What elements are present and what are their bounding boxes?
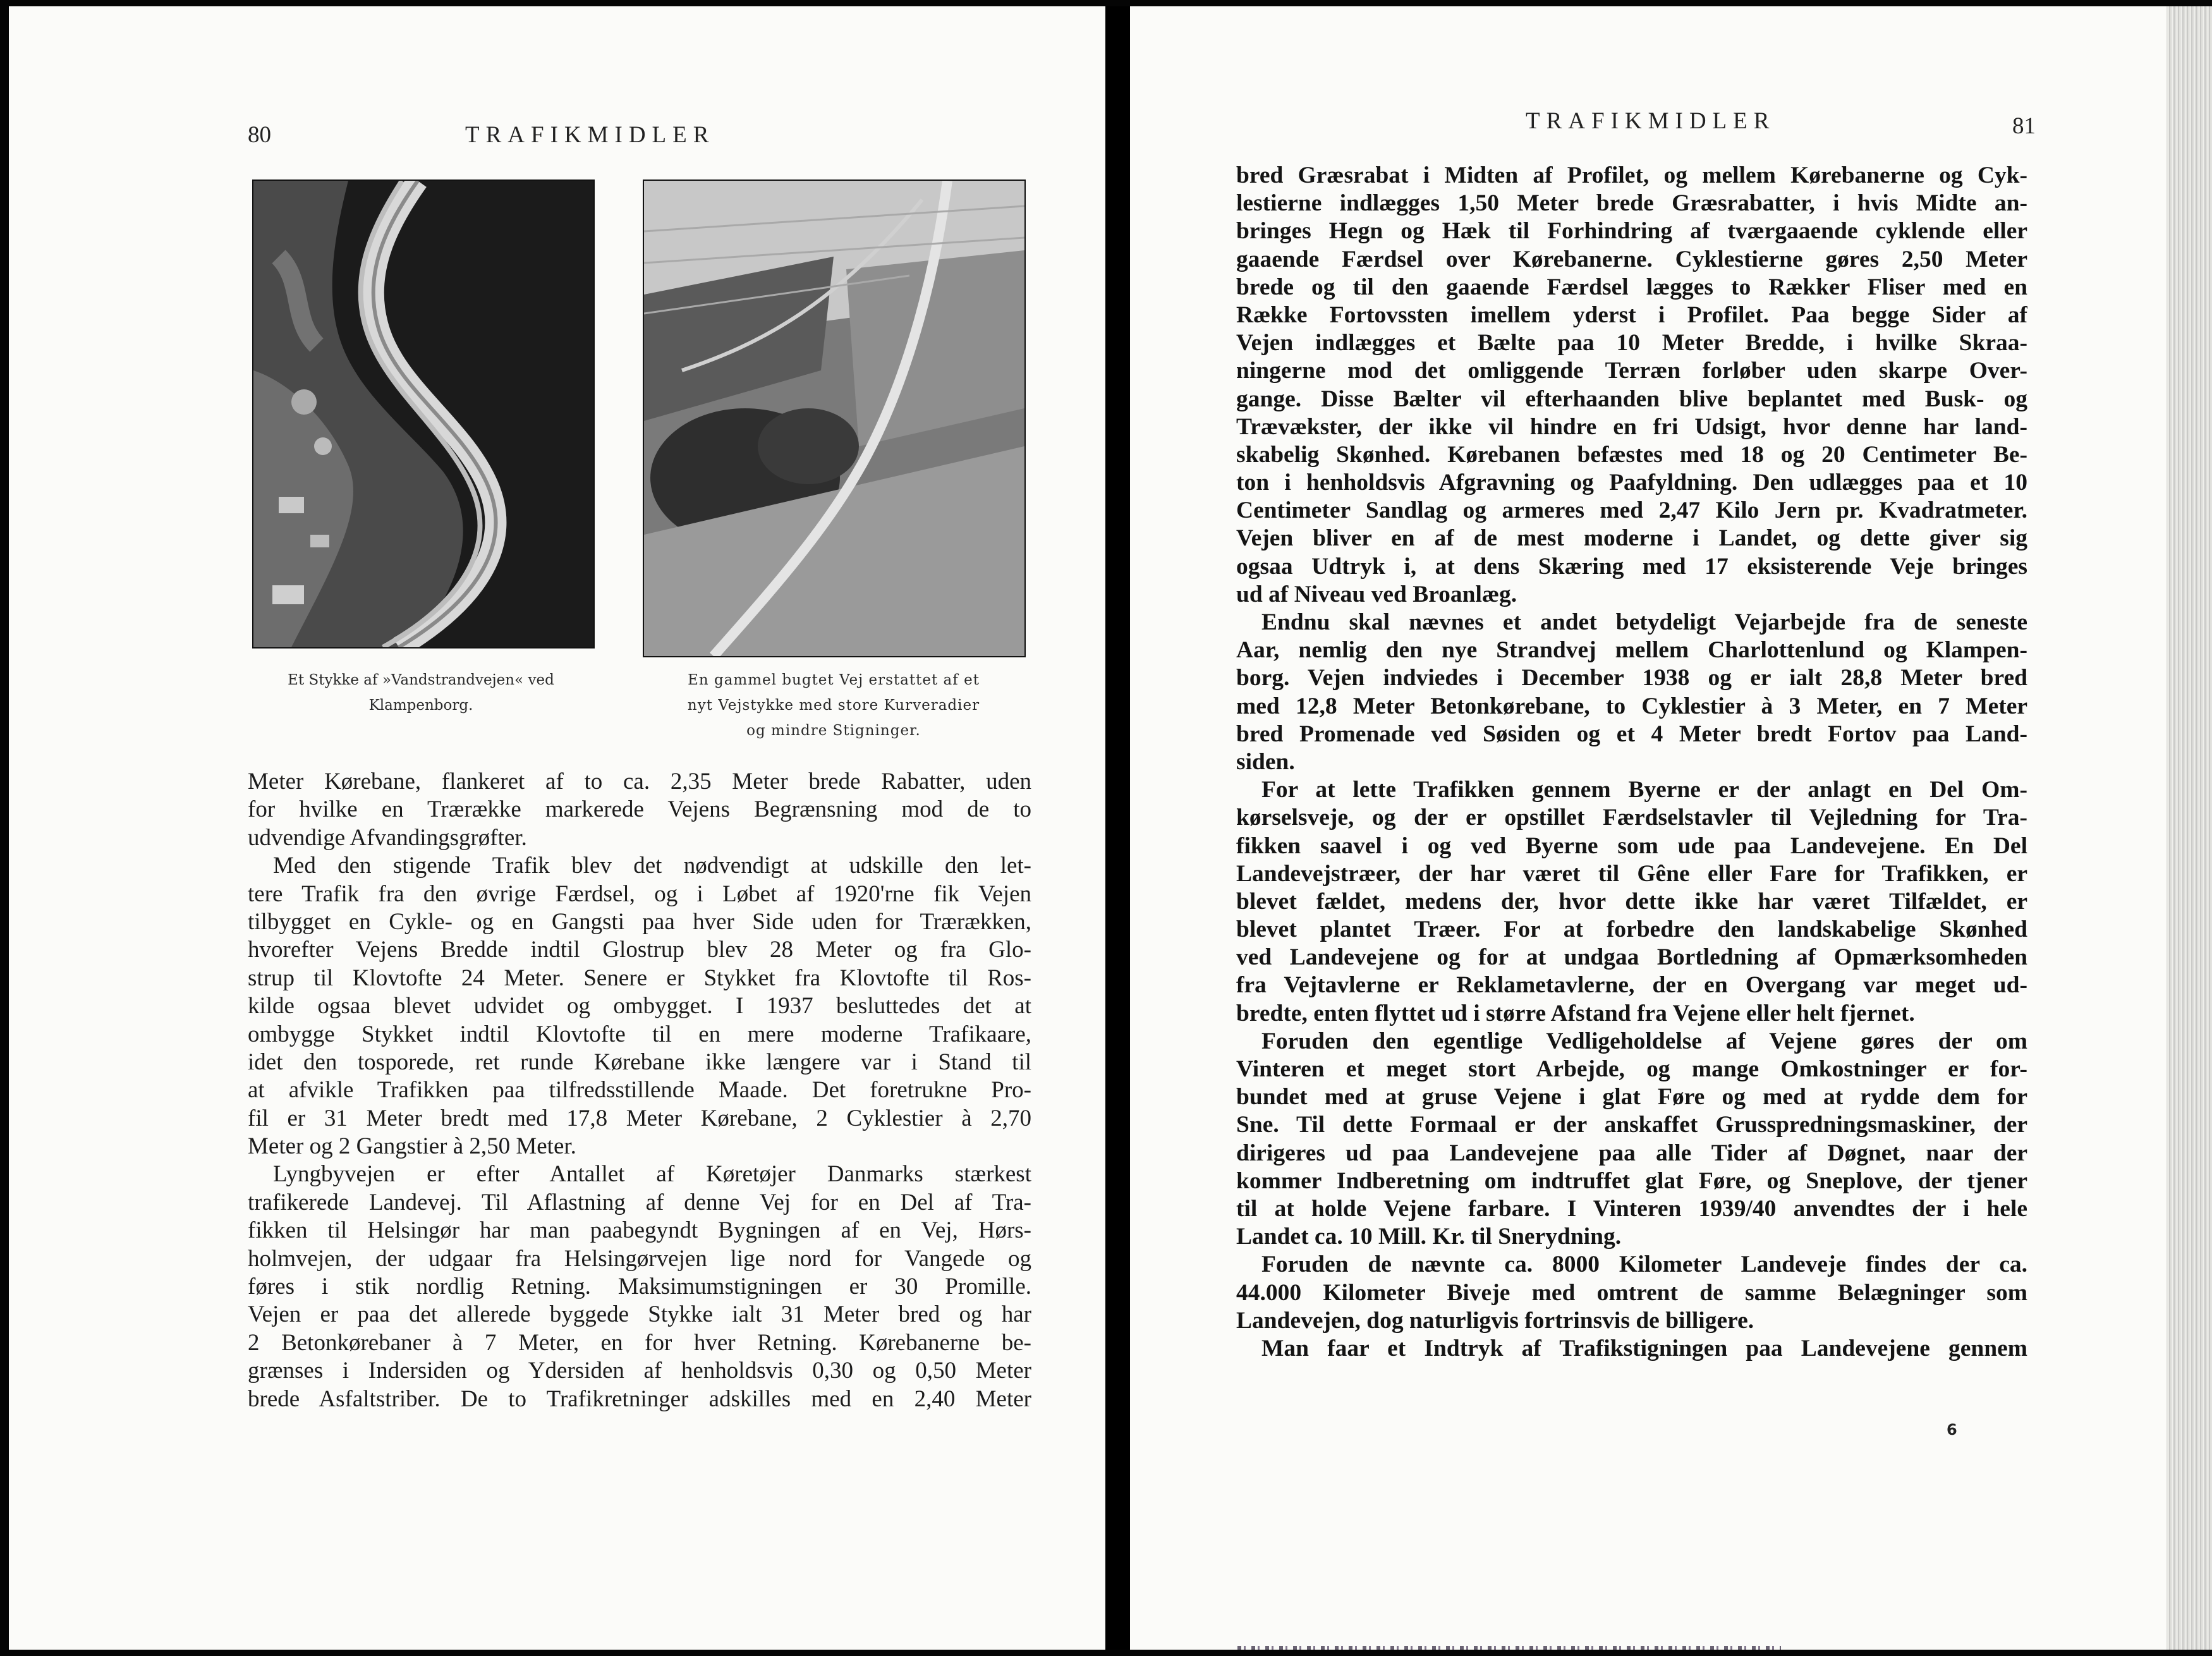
text-line: fikken saavel i og ved Byerne som ude paa Landevejene. En Del [1236,832,2027,859]
text-line: at afvikle Trafikken paa tilfredsstillende Maade. Det foretrukne Pro- [248,1077,1031,1104]
text-line: 2 Betonkørebaner à 7 Meter, en for hver Retning. Kørebanerne be- [248,1329,1031,1356]
text-line: Sne. Til dette Formaal er der anskaffet Grusspredningsmaskiner, der [1236,1112,2027,1138]
text-line: Vejen indlægges et Bælte paa 10 Meter Bredde, i hvilke Skraa- [1236,330,2027,356]
text-line: Landevejen, dog naturligvis fortrinsvis de billigere. [1236,1307,1754,1334]
text-line: bredte, enten flyttet ud i større Afstand fra Vejene eller helt fjernet. [1236,1000,1915,1026]
book-gutter [1105,6,1130,1650]
text-line: Centimeter Sandlag og armeres med 2,47 Kilo Jern pr. Kvadratmeter. [1236,497,2027,524]
text-line: ton i henholdsvis Afgravning og Paafyldning. Den udlægges paa et 10 [1236,470,2027,496]
text-line: skabelig Skønhed. Kørebanen befæstes med 18 og 20 Centimeter Be- [1236,441,2027,468]
text-line: Vinteren et meget stort Arbejde, og mange Omkostninger er for- [1236,1056,2027,1082]
text-line: bred Promenade ved Søsiden og et 4 Meter bredt Fortov paa Land- [1236,721,2027,747]
text-line: idet den tosporede, ret runde Kørebane ikke længere var i Stand til [248,1049,1031,1075]
text-line: Aar, nemlig den nye Strandvej mellem Charlottenlund og Klampen- [1236,637,2027,664]
text-line: bundet med at gruse Vejene i glat Føre og med at rydde dem for [1236,1084,2027,1111]
text-line: ud af Niveau ved Broanlæg. [1236,581,1517,607]
text-line: bringes Hegn og Hæk til Forhindring af tværgaaende cyklende eller [1236,218,2027,245]
caption-line: nyt Vejstykke med store Kurveradier [687,697,980,714]
photo-vandstrandvejen [252,180,595,648]
text-line: Landet ca. 10 Mill. Kr. til Snerydning. [1236,1224,1622,1250]
text-line: Foruden de nævnte ca. 8000 Kilometer Landeveje findes der ca. [1261,1251,2027,1278]
caption-line: Et Stykke af »Vandstrandvejen« ved [288,672,554,688]
text-line: med 12,8 Meter Betonkørebane, to Cyklestier à 3 Meter, en 7 Meter [1236,693,2027,719]
text-line: dirigeres ud paa Landevejene paa alle Tider af Døgnet, naar der [1236,1140,2027,1166]
scan-artifact-bar [1237,1646,1781,1650]
signature-mark: 6 [1947,1421,1957,1439]
text-line: Med den stigende Trafik blev det nødvendigt at udskille den let- [273,853,1031,879]
right-page [1130,6,2166,1650]
text-line: Trævækster, der ikke vil hindre en fri Udsigt, hvor denne har land- [1236,413,2027,440]
text-line: gange. Disse Bælter vil efterhaanden blive beplantet med Busk- og [1236,386,2027,412]
text-line: Række Fortovssten imellem yderst i Profilet. Paa begge Sider af [1236,301,2027,328]
aerial-photo-rural-road [644,181,1024,656]
caption-line: En gammel bugtet Vej erstattet af et [688,672,980,688]
text-line: tilbygget en Cykle- og en Gangsti paa hver Side uden for Trærækken, [248,908,1031,935]
right-page-body [1236,162,2027,1363]
text-line: kommer Indberetning om indtruffet glat Føre, og Sneplove, der tjener [1236,1167,2027,1194]
text-line: ogsaa Udtryk i, at dens Skæring med 17 eksisterende Veje bringes [1236,553,2027,580]
text-line: Vejen bliver en af de mest moderne i Landet, og dette giver sig [1236,525,2027,552]
text-line: gaaende Færdsel over Kørebanerne. Cyklestierne gøres 2,50 Meter [1236,246,2027,272]
text-line: For at lette Trafikken gennem Byerne er der anlagt en Del Om- [1261,777,2027,803]
caption-right-photo [631,667,1036,743]
left-page [9,6,1105,1650]
text-line: ningerne mod det omliggende Terræn forløber uden skarpe Over- [1236,358,2027,384]
text-line: 44.000 Kilometer Biveje med omtrent de samme Belægninger som [1236,1279,2027,1306]
text-line: brede og til den gaaende Færdsel lægges to Rækker Fliser med en [1236,274,2027,300]
aerial-photo-coastal-road [253,181,593,647]
text-line: udvendige Afvandingsgrøfter. [248,824,527,851]
text-line: kilde ogsaa blevet udvidet og ombygget. I 1937 besluttedes det at [248,993,1031,1020]
page-number-right: 81 [2012,113,2036,139]
photo-new-road [643,180,1026,657]
text-line: for hvilke en Trærække markerede Vejens Begrænsning mod de to [248,796,1031,823]
page-stack-edge [2166,6,2212,1650]
text-line: blevet plantet Træer. For at forbedre den landskabelige Skønhed [1236,916,2027,943]
text-line: Endnu skal nævnes et andet betydeligt Vejarbejde fra de seneste [1261,609,2027,635]
running-head-right: TRAFIKMIDLER [1526,108,1776,134]
text-line: lestierne indlægges 1,50 Meter brede Græsrabatter, i hvis Midte an- [1236,190,2027,217]
caption-left-photo [238,667,604,718]
text-line: Vejen er paa det allerede byggede Stykke ialt 31 Meter bred og har [248,1301,1031,1328]
text-line: fikken til Helsingør har man paabegyndt Bygningen af en Vej, Hørs- [248,1217,1031,1244]
text-line: bred Græsrabat i Midten af Profilet, og mellem Kørebanerne og Cyk- [1236,162,2027,188]
text-line: fil er 31 Meter bredt med 17,8 Meter Kørebane, 2 Cyklestier à 2,70 [248,1105,1031,1131]
text-line: Lyngbyvejen er efter Antallet af Køretøjer Danmarks stærkest [273,1161,1031,1188]
text-line: trafikerede Landevej. Til Aflastning af denne Vej for en Del af Tra- [248,1189,1031,1215]
text-line: Meter og 2 Gangstier à 2,50 Meter. [248,1133,576,1160]
running-head-left: TRAFIKMIDLER [465,122,715,148]
text-line: blevet fældet, medens der, hvor dette ikke har været Tilfældet, er [1236,888,2027,915]
text-line: Landevejstræer, der har været til Gêne eller Fare for Trafikken, er [1236,860,2027,887]
text-line: brede Asfaltstriber. De to Trafikretninger adskilles med en 2,40 Meter [248,1385,1031,1412]
page-number-left: 80 [248,122,271,148]
text-line: strup til Klovtofte 24 Meter. Senere er Stykket fra Klovtofte til Ros- [248,965,1031,991]
text-line: siden. [1236,748,1295,775]
text-line: ved Landevejene og for at undgaa Bortledning af Opmærksomheden [1236,944,2027,971]
text-line: fra Vejtavlerne er Reklametavlerne, der en Overgang var meget ud- [1236,972,2027,999]
text-line: tere Trafik fra den øvrige Færdsel, og i Løbet af 1920'rne fik Vejen [248,880,1031,907]
text-line: holmvejen, der udgaar fra Helsingørvejen lige nord for Vangede og [248,1245,1031,1272]
text-line: til at holde Vejene farbare. I Vinteren 1939/40 anvendtes der i hele [1236,1195,2027,1222]
text-line: hvorefter Vejens Bredde indtil Glostrup blev 28 Meter og fra Glo- [248,937,1031,963]
text-line: grænses i Indersiden og Ydersiden af henholdsvis 0,30 og 0,50 Meter [248,1358,1031,1384]
text-line: føres i stik nordlig Retning. Maksimumstigningen er 30 Promille. [248,1274,1031,1300]
caption-line: Klampenborg. [368,697,473,714]
text-line: Foruden den egentlige Vedligeholdelse af Vejene gøres der om [1261,1028,2027,1054]
text-line: borg. Vejen indviedes i December 1938 og er ialt 28,8 Meter bred [1236,665,2027,691]
text-line: Man faar et Indtryk af Trafikstigningen paa Landevejene gennem [1261,1335,2027,1361]
text-line: Meter Kørebane, flankeret af to ca. 2,35 Meter brede Rabatter, uden [248,769,1031,795]
text-line: ombygge Stykket indtil Klovtofte til en mere moderne Trafikaare, [248,1021,1031,1047]
left-page-body [248,768,1031,1413]
caption-line: og mindre Stigninger. [746,722,921,739]
text-line: kørselsveje, og der er opstillet Færdselstavler til Vejledning for Tra- [1236,805,2027,831]
